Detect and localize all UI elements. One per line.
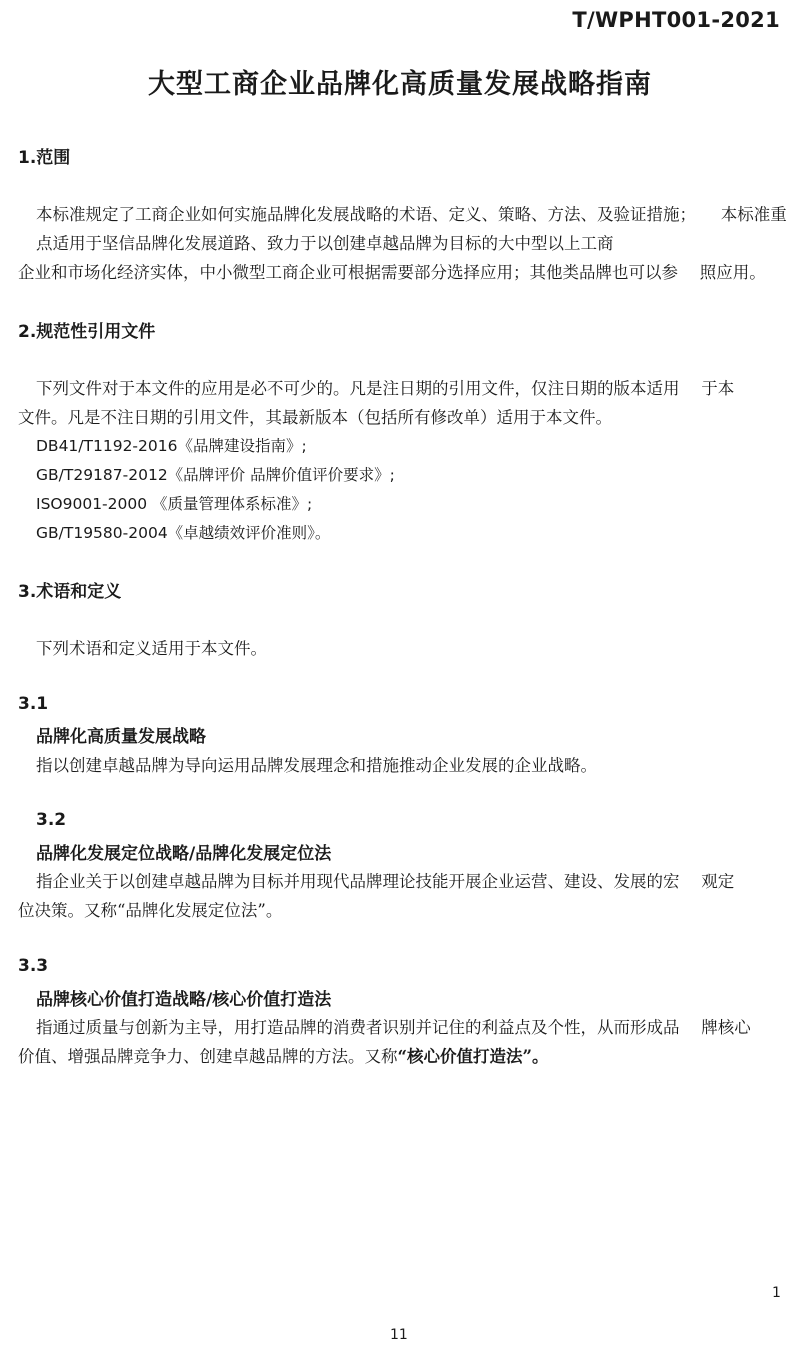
document-title: 大型工商企业品牌化高质量发展战略指南 — [148, 69, 652, 100]
reference-item: GB/T19580-2004《卓越绩效评价准则》。 — [36, 524, 331, 542]
section-3-heading: 3.术语和定义 — [18, 582, 122, 602]
term-3-1-definition: 指以创建卓越品牌为导向运用品牌发展理念和措施推动企业发展的企业战略。 — [36, 756, 597, 775]
outer-page-number: 11 — [390, 1327, 408, 1343]
document-code: T/WPHT001-2021 — [572, 8, 780, 32]
term-3-2-number: 3.2 — [36, 810, 67, 830]
section-3-intro: 下列术语和定义适用于本文件。 — [36, 639, 267, 658]
term-3-3-title: 品牌核心价值打造战略/核心价值打造法 — [36, 990, 332, 1010]
term-3-1-number: 3.1 — [18, 694, 49, 714]
term-3-2-title: 品牌化发展定位战略/品牌化发展定位法 — [36, 844, 332, 864]
inner-page-number: 1 — [772, 1285, 781, 1301]
term-3-1-title: 品牌化高质量发展战略 — [36, 727, 206, 747]
term-3-3-alias: “核心价值打造法”。 — [397, 1047, 549, 1066]
term-3-3-definition-text: 价值、增强品牌竞争力、创建卓越品牌的方法。又称 — [18, 1047, 398, 1066]
section-1-line-3: 企业和市场化经济实体，中小微型工商企业可根据需要部分选择应用；其他类品牌也可以参 照应用。 — [18, 263, 766, 282]
section-2-heading: 2.规范性引用文件 — [18, 322, 156, 342]
section-1-heading: 1.范围 — [18, 148, 71, 168]
section-1-line-1: 本标准规定了工商企业如何实施品牌化发展战略的术语、定义、策略、方法、及验证措施； 本标准重 — [36, 205, 787, 224]
section-2-line-1: 下列文件对于本文件的应用是必不可少的。凡是注日期的引用文件，仅注日期的版本适用 于本 — [36, 379, 735, 398]
reference-item: GB/T29187-2012《品牌评价 品牌价值评价要求》; — [36, 466, 395, 484]
term-3-3-definition-line-1: 指通过质量与创新为主导，用打造品牌的消费者识别并记住的利益点及个性，从而形成品 牌核心 — [36, 1018, 751, 1037]
reference-item: DB41/T1192-2016《品牌建设指南》; — [36, 437, 307, 455]
term-3-2-definition-line-1: 指企业关于以创建卓越品牌为目标并用现代品牌理论技能开展企业运营、建设、发展的宏 观定 — [36, 872, 735, 891]
section-2-line-2: 文件。凡是不注日期的引用文件，其最新版本（包括所有修改单）适用于本文件。 — [18, 408, 612, 427]
section-1-line-2: 点适用于坚信品牌化发展道路、致力于以创建卓越品牌为目标的大中型以上工商 — [36, 234, 614, 253]
term-3-3-definition-line-2 — [18, 1043, 548, 1067]
reference-item: ISO9001-2000 《质量管理体系标准》; — [36, 495, 313, 513]
term-3-3-number: 3.3 — [18, 956, 49, 976]
term-3-2-definition-line-2: 位决策。又称“品牌化发展定位法”。 — [18, 901, 283, 920]
